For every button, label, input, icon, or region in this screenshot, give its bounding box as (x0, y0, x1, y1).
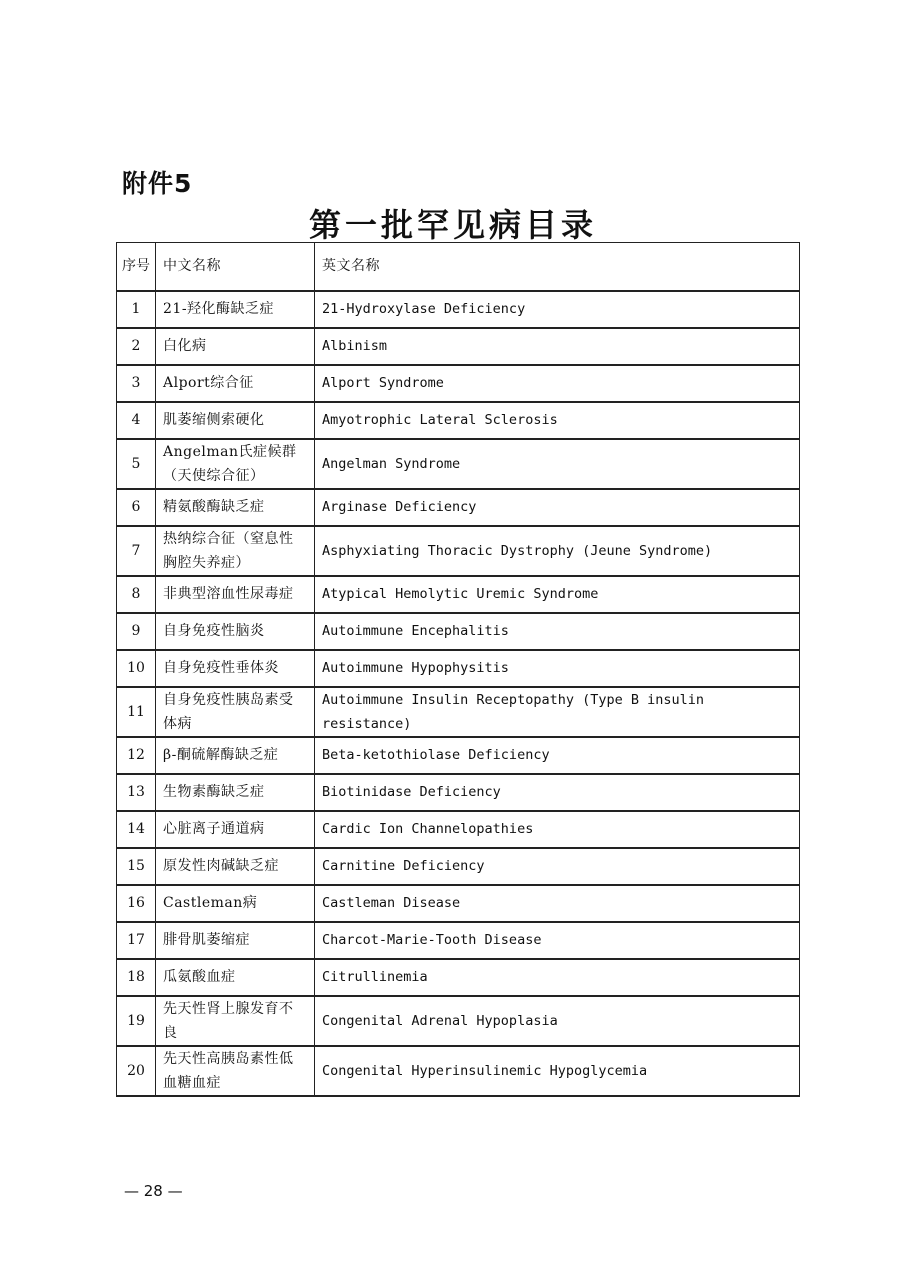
row-english-name: Congenital Hyperinsulinemic Hypoglycemia (315, 1046, 800, 1096)
row-number: 9 (117, 613, 156, 650)
row-chinese-name: 心脏离子通道病 (156, 811, 315, 848)
row-number: 13 (117, 774, 156, 811)
row-number: 18 (117, 959, 156, 996)
row-number: 2 (117, 328, 156, 365)
row-chinese-name: 自身免疫性垂体炎 (156, 650, 315, 687)
table-row (117, 291, 800, 328)
row-english-name: Autoimmune Hypophysitis (315, 650, 800, 687)
row-english-name: Asphyxiating Thoracic Dystrophy (Jeune Syndrome) (315, 526, 800, 576)
row-number: 11 (117, 687, 156, 737)
row-number: 20 (117, 1046, 156, 1096)
row-chinese-name: 瓜氨酸血症 (156, 959, 315, 996)
row-english-name: Biotinidase Deficiency (315, 774, 800, 811)
row-chinese-name: 白化病 (156, 328, 315, 365)
table-row (117, 489, 800, 526)
row-english-name: Carnitine Deficiency (315, 848, 800, 885)
row-chinese-name: Castleman病 (156, 885, 315, 922)
row-chinese-name: 肌萎缩侧索硬化 (156, 402, 315, 439)
row-number: 7 (117, 526, 156, 576)
row-english-name: Charcot-Marie-Tooth Disease (315, 922, 800, 959)
table-row (117, 996, 800, 1046)
table-row (117, 687, 800, 737)
row-chinese-name: 先天性高胰岛素性低血糖血症 (156, 1046, 315, 1096)
table-row (117, 402, 800, 439)
table-header-row (117, 243, 800, 291)
table-row (117, 848, 800, 885)
table-row (117, 774, 800, 811)
row-english-name: Amyotrophic Lateral Sclerosis (315, 402, 800, 439)
row-english-name: Alport Syndrome (315, 365, 800, 402)
table-row (117, 613, 800, 650)
table-row (117, 328, 800, 365)
row-chinese-name: 腓骨肌萎缩症 (156, 922, 315, 959)
table-row (117, 811, 800, 848)
row-number: 3 (117, 365, 156, 402)
page-number: — 28 — (124, 1182, 183, 1200)
table-row (117, 576, 800, 613)
row-number: 15 (117, 848, 156, 885)
row-english-name: Angelman Syndrome (315, 439, 800, 489)
row-number: 17 (117, 922, 156, 959)
row-chinese-name: Angelman氏症候群（天使综合征） (156, 439, 315, 489)
row-chinese-name: 原发性肉碱缺乏症 (156, 848, 315, 885)
table-row (117, 1046, 800, 1096)
row-number: 5 (117, 439, 156, 489)
row-english-name: Beta-ketothiolase Deficiency (315, 737, 800, 774)
table-row (117, 526, 800, 576)
row-chinese-name: 生物素酶缺乏症 (156, 774, 315, 811)
row-chinese-name: 先天性肾上腺发育不良 (156, 996, 315, 1046)
header-number: 序号 (117, 243, 156, 291)
row-chinese-name: β-酮硫解酶缺乏症 (156, 737, 315, 774)
row-english-name: Castleman Disease (315, 885, 800, 922)
table-row (117, 365, 800, 402)
row-english-name: Arginase Deficiency (315, 489, 800, 526)
table-row (117, 922, 800, 959)
rare-disease-table (116, 242, 800, 1097)
row-number: 16 (117, 885, 156, 922)
table-row (117, 650, 800, 687)
row-english-name: 21-Hydroxylase Deficiency (315, 291, 800, 328)
row-english-name: Cardic Ion Channelopathies (315, 811, 800, 848)
row-english-name: Atypical Hemolytic Uremic Syndrome (315, 576, 800, 613)
header-chinese-name: 中文名称 (156, 243, 315, 291)
row-number: 14 (117, 811, 156, 848)
row-chinese-name: Alport综合征 (156, 365, 315, 402)
row-chinese-name: 热纳综合征（窒息性胸腔失养症） (156, 526, 315, 576)
row-chinese-name: 自身免疫性脑炎 (156, 613, 315, 650)
row-english-name: Autoimmune Encephalitis (315, 613, 800, 650)
row-number: 6 (117, 489, 156, 526)
row-number: 1 (117, 291, 156, 328)
table-row (117, 737, 800, 774)
row-number: 12 (117, 737, 156, 774)
row-number: 10 (117, 650, 156, 687)
row-english-name: Albinism (315, 328, 800, 365)
attachment-label: 附件5 (122, 169, 193, 198)
table-row (117, 439, 800, 489)
row-chinese-name: 非典型溶血性尿毒症 (156, 576, 315, 613)
row-chinese-name: 自身免疫性胰岛素受体病 (156, 687, 315, 737)
row-english-name: Congenital Adrenal Hypoplasia (315, 996, 800, 1046)
row-chinese-name: 21-羟化酶缺乏症 (156, 291, 315, 328)
row-chinese-name: 精氨酸酶缺乏症 (156, 489, 315, 526)
row-number: 19 (117, 996, 156, 1046)
header-english-name: 英文名称 (315, 243, 800, 291)
row-english-name: Autoimmune Insulin Receptopathy (Type B insulin resistance) (315, 687, 800, 737)
row-english-name: Citrullinemia (315, 959, 800, 996)
table-row (117, 885, 800, 922)
page-title: 第一批罕见病目录 (308, 206, 597, 244)
row-number: 4 (117, 402, 156, 439)
row-number: 8 (117, 576, 156, 613)
table-row (117, 959, 800, 996)
